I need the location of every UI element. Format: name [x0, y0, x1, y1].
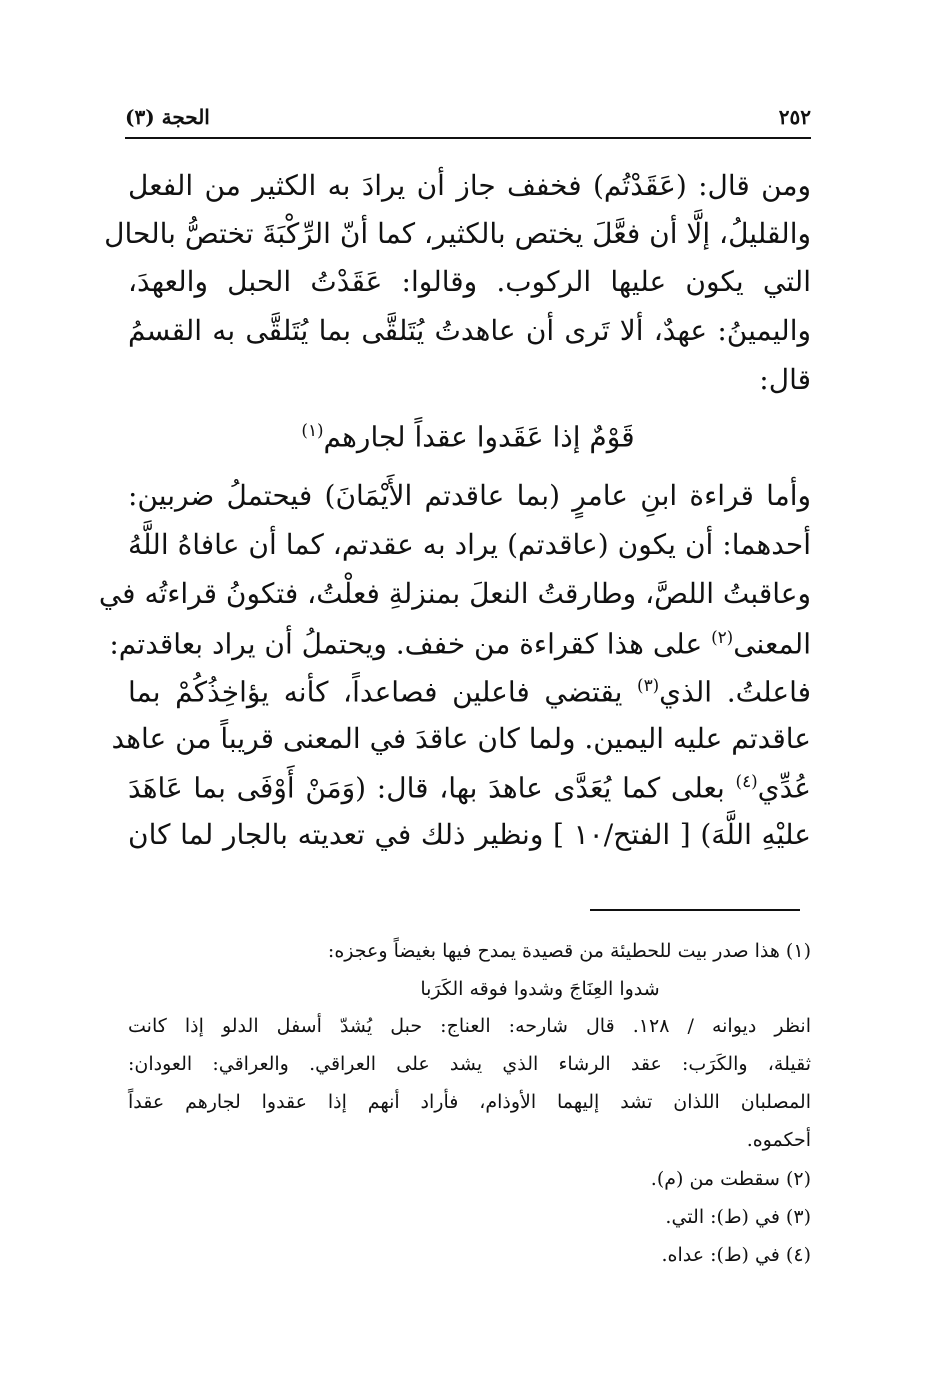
text-line — [128, 675, 811, 709]
footnote-1-line: المصلبان اللذان تشد إليهما الأوذام، فأراد أنهم إذا عقدوا لجارهم عقداً — [128, 1091, 811, 1113]
text-segment: عُدِّي — [757, 771, 811, 805]
footnote-4: (٤) في (ط): عداه. — [661, 1244, 811, 1266]
header-rule — [125, 137, 811, 139]
text-line: عليْهِ اللَّهَ) [ الفتح/١٠ ] ونظير ذلك في تعديته بالجار لما كان — [128, 818, 811, 851]
footnote-ref: (٢) — [711, 627, 734, 647]
footnote-2: (٢) سقطت من (م). — [650, 1168, 811, 1190]
footnote-ref: (٣) — [637, 675, 660, 695]
verse-text: قَوْمٌ إذا عَقَدوا عقداً لجارهم — [323, 420, 635, 454]
footnote-separator — [590, 909, 800, 911]
text-line: وعاقبتُ اللصَّ، وطارقتُ النعلَ بمنزلةِ فعلْتُ، فتكونُ قراءتُه في — [98, 577, 811, 610]
footnote-3: (٣) في (ط): التي. — [665, 1206, 811, 1228]
text-line: قال: — [759, 363, 811, 396]
text-line: التي يكون عليها الركوب. وقالوا: عَقَدْتُ الحبل والعهدَ، — [128, 265, 811, 298]
running-title: الحجة (٣) — [125, 105, 210, 129]
text-line: وأما قراءة ابنِ عامرٍ (بما عاقدتم الأَيْمَانَ) فيحتملُ ضربين: — [128, 479, 811, 512]
text-line: أحدهما: أن يكون (عاقدتم) يراد به عقدتم، كما أن عافاهُ اللَّهُ — [128, 528, 811, 561]
text-segment: يقتضي فاعلين فصاعداً، كأنه يؤاخِذُكُمْ بما — [128, 675, 638, 709]
text-line — [109, 627, 811, 661]
text-segment: بعلى كما يُعَدَّى عاهدَ بها، قال: (وَمَنْ أَوْفَى بما عَاهَدَ — [128, 771, 736, 805]
text-segment: المعنى — [733, 627, 811, 661]
text-line: عاقدتم عليه اليمين. ولما كان عاقدَ في المعنى قريباً من عاهد — [111, 722, 811, 755]
text-segment: فاعلتُ. الذي — [659, 675, 811, 709]
text-line: والقليلُ، إلَّا أن فعَّلَ يختص بالكثير، كما أنّ الرِّكْبَةَ تختصُّ بالحال — [104, 217, 811, 250]
footnote-1-verse: شدوا العِنَاجَ وشدوا فوقه الكَرَبا — [420, 978, 660, 1000]
footnote-1-intro: (١) هذا صدر بيت للحطيئة من قصيدة يمدح فيها بغيضاً وعجزه: — [327, 940, 811, 962]
verse-line — [125, 420, 811, 453]
text-line: واليمينُ: عهدٌ، ألا تَرى أن عاهدتُ يُتَلقَّى بما يُتَلقَّى به القسمُ — [128, 314, 811, 347]
page-number: ٢٥٢ — [778, 105, 811, 129]
footnote-1-line: انظر ديوانه / ١٢٨. قال شارحه: العناج: حبل يُشدّ أسفل الدلو إذا كانت — [128, 1015, 811, 1037]
footnote-1-line: ثقيلة، والكَرَب: عقد الرشاء الذي يشد على العراقي. والعراقي: العودان: — [128, 1053, 811, 1075]
footnote-1-line: أحكموه. — [746, 1129, 811, 1151]
page-header — [125, 100, 811, 134]
text-segment: على هذا كقراءة من خفف. ويحتملُ أن يراد بعاقدتم: — [109, 627, 712, 661]
text-line: ومن قال: (عَقَدْتُم) فخفف جاز أن يرادَ به الكثير من الفعل — [128, 169, 811, 202]
footnote-ref: (١) — [301, 420, 324, 440]
text-line — [128, 771, 811, 805]
footnote-ref: (٤) — [735, 771, 758, 791]
